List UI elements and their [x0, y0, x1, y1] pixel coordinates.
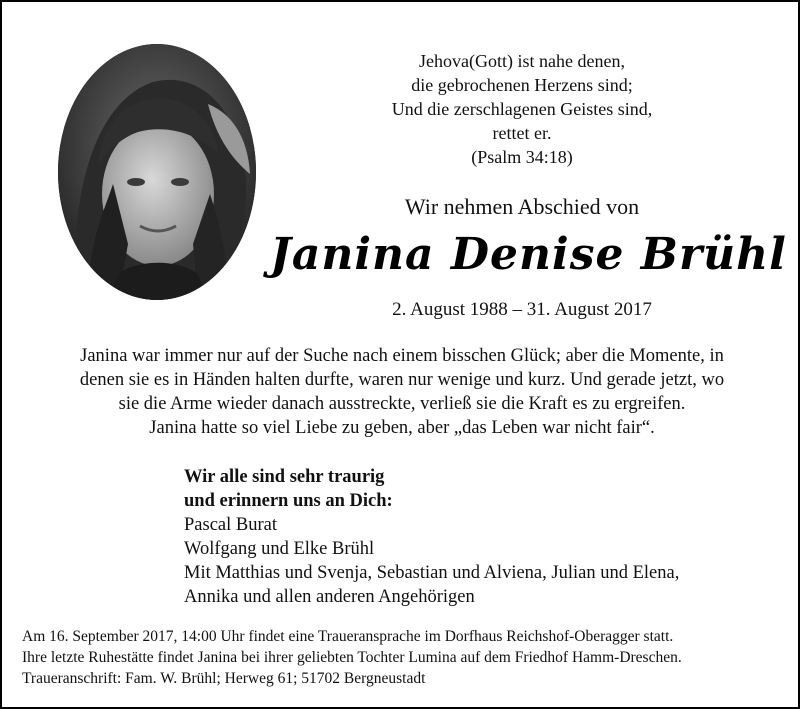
- psalm-line: rettet er.: [492, 123, 552, 143]
- mourners-block: [184, 465, 764, 609]
- portrait-image: [58, 44, 256, 300]
- memorial-line: Janina hatte so viel Liebe zu geben, aber „das Leben war nicht fair“.: [149, 418, 655, 438]
- memorial-line: sie die Arme wieder danach ausstreckte, verließ sie die Kraft es zu ergreifen.: [118, 394, 686, 414]
- psalm-verse: [332, 49, 712, 169]
- mourner-name: Mit Matthias und Svenja, Sebastian und Alviena, Julian und Elena,: [184, 563, 680, 583]
- service-info: [22, 626, 792, 689]
- memorial-line: Janina war immer nur auf der Suche nach einem bisschen Glück; aber die Momente, in: [80, 346, 724, 366]
- memorial-line: denen sie es in Händen halten durfte, waren nur wenige und kurz. Und gerade jetzt, wo: [79, 370, 725, 390]
- portrait-photo: [58, 44, 256, 300]
- memorial-text: [26, 344, 778, 440]
- psalm-line: Und die zerschlagenen Geistes sind,: [391, 99, 653, 119]
- mourners-heading: und erinnern uns an Dich:: [184, 491, 393, 511]
- mourners-heading: Wir alle sind sehr traurig: [184, 467, 385, 487]
- mourner-name: Annika und allen anderen Angehörigen: [184, 587, 475, 607]
- contact-address: Traueranschrift: Fam. W. Brühl; Herweg 61; 51702 Bergneustadt: [22, 670, 426, 687]
- mourner-name: Wolfgang und Elke Brühl: [184, 539, 375, 559]
- psalm-line: Jehova(Gott) ist nahe denen,: [419, 51, 625, 71]
- psalm-reference: (Psalm 34:18): [471, 147, 573, 167]
- life-dates: 2. August 1988 – 31. August 2017: [392, 299, 652, 320]
- deceased-name: Janina Denise Brühl: [270, 229, 787, 280]
- farewell-intro: Wir nehmen Abschied von: [404, 194, 640, 219]
- burial-line: Ihre letzte Ruhestätte findet Janina bei ihrer geliebten Tochter Lumina auf dem Friedhof Hamm-Dreschen.: [22, 649, 682, 666]
- mourner-name: Pascal Burat: [184, 515, 277, 535]
- psalm-line: die gebrochenen Herzens sind;: [411, 75, 633, 95]
- service-line: Am 16. September 2017, 14:00 Uhr findet eine Traueransprache im Dorfhaus Reichshof-Oberagger statt.: [22, 628, 674, 645]
